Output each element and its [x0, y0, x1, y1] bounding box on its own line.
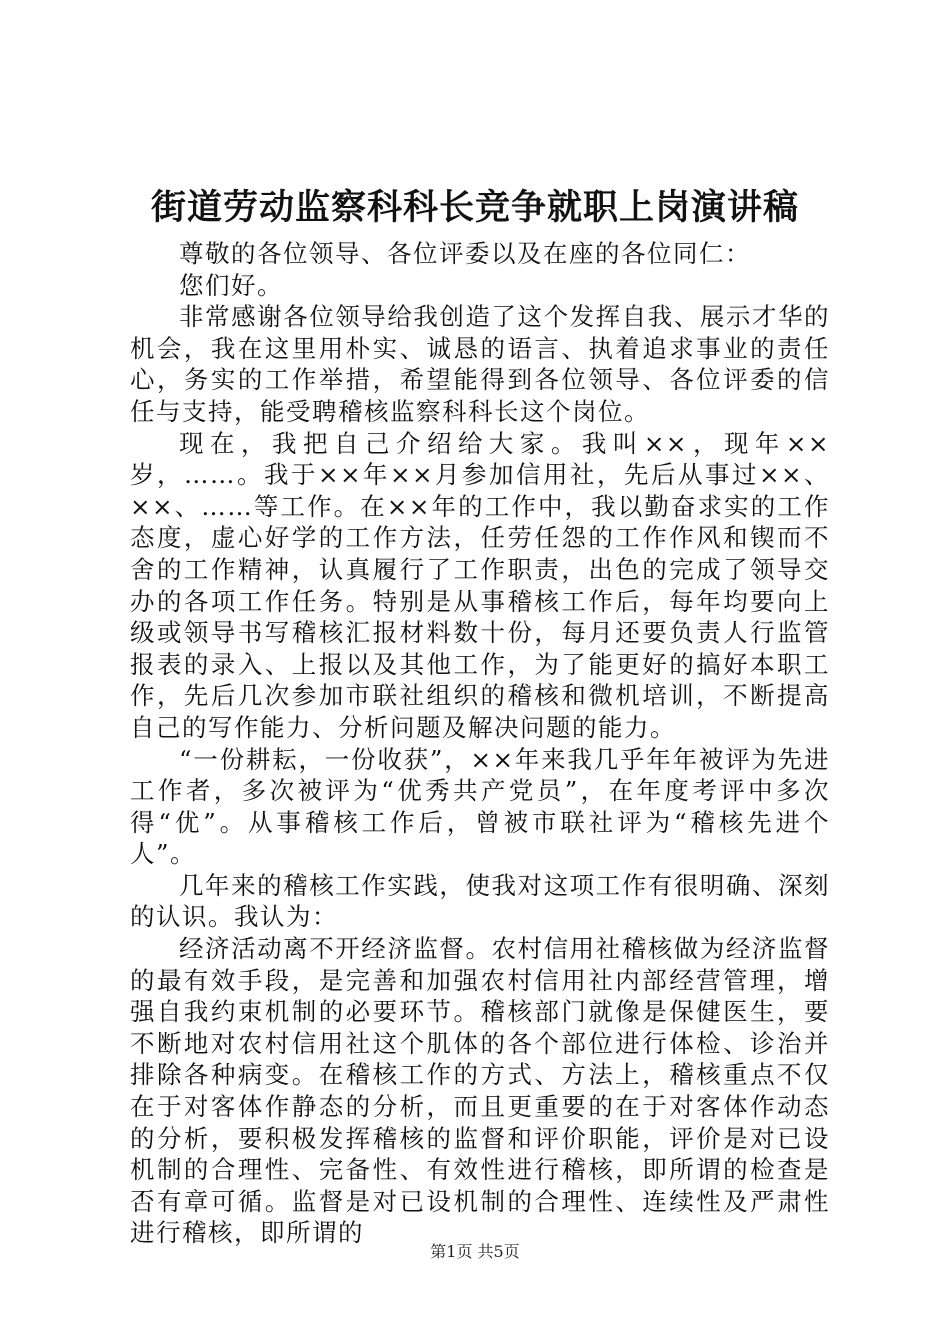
page-number-footer: 第1页 共5页 [430, 1242, 520, 1261]
paragraph-thanks: 非常感谢各位领导给我创造了这个发挥自我、展示才华的机会，我在这里用朴实、诚恳的语言、执着追求事业的责任心，务实的工作举措，希望能得到各位领导、各位评委的信任与支持，能受聘稽核监察科科长这个岗位。 [130, 302, 830, 426]
document-body [130, 238, 830, 1249]
paragraph-audit-views: 经济活动离不开经济监督。农村信用社稽核做为经济监督的最有效手段，是完善和加强农村信用社内部经营管理，增强自我约束机制的必要环节。稽核部门就像是保健医生，要不断地对农村信用社这个肌体的各个部位进行体检、诊治并排除各种病变。在稽核工作的方式、方法上，稽核重点不仅在于对客体作静态的分析，而且更重要的在于对客体作动态的分析，要积极发挥稽核的监督和评价职能，评价是对已设机制的合理性、完备性、有效性进行稽核，即所谓的检查是否有章可循。监督是对已设机制的合理性、连续性及严肃性进行稽核，即所谓的 [130, 934, 830, 1248]
paragraph-achievements: “一份耕耘，一份收获”，××年来我几乎年年被评为先进工作者，多次被评为“优秀共产党员”，在年度考评中多次得“优”。从事稽核工作后，曾被市联社评为“稽核先进个人”。 [130, 744, 830, 869]
paragraph-salutation: 尊敬的各位领导、各位评委以及在座的各位同仁： [179, 239, 751, 268]
paragraph-greeting: 您们好。 [179, 270, 283, 300]
paragraph-understanding: 几年来的稽核工作实践，使我对这项工作有很明确、深刻的认识。我认为： [130, 870, 830, 932]
document-title: 街道劳动监察科科长竞争就职上岗演讲稿 [150, 188, 799, 228]
paragraph-self-introduction: 现在，我把自己介绍给大家。我叫××，现年××岁，……。我于××年××月参加信用社，先后从事过××、××、……等工作。在××年的工作中，我以勤奋求实的工作态度，虚心好学的工作方法，任劳任怨的工作作风和锲而不舍的工作精神，认真履行了工作职责，出色的完成了领导交办的各项工作任务。特别是从事稽核工作后，每年均要向上级或领导书写稽核汇报材料数十份，每月还要负责人行监管报表的录入、上报以及其他工作，为了能更好的搞好本职工作，先后几次参加市联社组织的稽核和微机培训，不断提高自己的写作能力、分析问题及解决问题的能力。 [130, 428, 830, 742]
